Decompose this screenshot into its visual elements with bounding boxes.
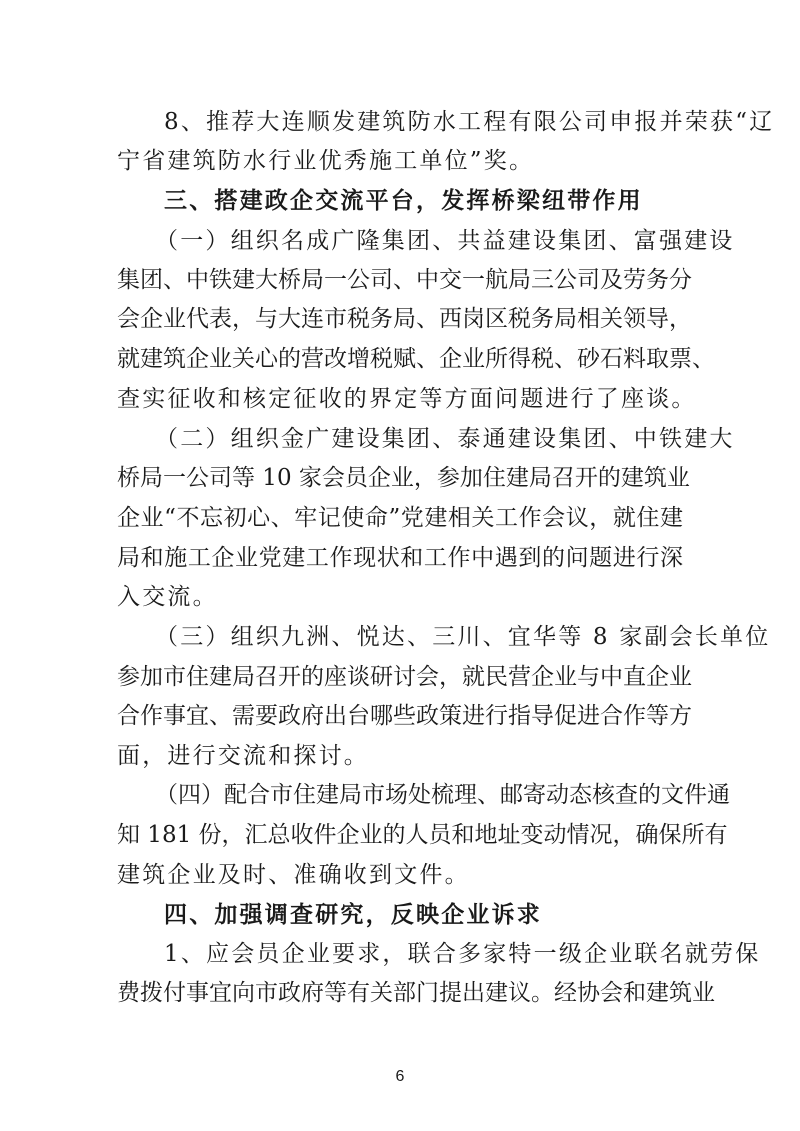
paragraph-3-1-line-2: 集团、中铁建大桥局一公司、中交一航局三公司及劳务分 (117, 267, 692, 293)
section-heading-3: 三、搭建政企交流平台，发挥桥梁纽带作用 (164, 187, 643, 214)
paragraph-4-1-line-2: 费拨付事宜向市政府等有关部门提出建议。经协会和建筑业 (117, 980, 715, 1006)
paragraph-3-1-line-3: 会企业代表，与大连市税务局、西岗区税务局相关领导， (117, 306, 692, 332)
paragraph-3-2-line-3: 企业“不忘初心、牢记使命”党建相关工作会议，就住建 (117, 505, 683, 531)
paragraph-3-3-line-1: （三）组织九洲、悦达、三川、宜华等 8 家副会长单位 (155, 624, 771, 650)
paragraph-3-2-line-4: 局和施工企业党建工作现状和工作中遇到的问题进行深 (117, 545, 683, 571)
page-number: 6 (395, 1068, 405, 1085)
paragraph-3-3-line-2: 参加市住建局召开的座谈研讨会，就民营企业与中直企业 (117, 664, 692, 690)
paragraph-3-3-line-3: 合作事宜、需要政府出台哪些政策进行指导促进合作等方 (117, 703, 692, 729)
paragraph-3-1-line-4: 就建筑企业关心的营改增税赋、企业所得税、砂石料取票、 (117, 346, 715, 372)
paragraph-3-4-line-2: 知 181 份，汇总收件企业的人员和地址变动情况，确保所有 (117, 822, 728, 848)
paragraph-3-1-line-5: 查实征收和核定征收的界定等方面问题进行了座谈。 (117, 386, 697, 412)
section-heading-4: 四、加强调查研究，反映企业诉求 (164, 901, 542, 928)
paragraph-8-line-1: 8、推荐大连顺发建筑防水工程有限公司申报并荣获“辽 (164, 109, 775, 135)
paragraph-3-2-line-5: 入交流。 (117, 584, 218, 610)
paragraph-3-1-line-1: （一）组织名成广隆集团、共益建设集团、富强建设 (155, 228, 735, 254)
paragraph-3-4-line-3: 建筑企业及时、准确收到文件。 (117, 862, 470, 888)
paragraph-4-1-line-1: 1、应会员企业要求，联合多家特一级企业联名就劳保 (164, 941, 761, 967)
paragraph-8-line-2: 宁省建筑防水行业优秀施工单位”奖。 (117, 148, 535, 174)
paragraph-3-2-line-2: 桥局一公司等 10 家会员企业，参加住建局召开的建筑业 (117, 465, 690, 491)
paragraph-3-3-line-4: 面，进行交流和探讨。 (117, 743, 369, 769)
paragraph-3-4-line-1: （四）配合市住建局市场处梳理、邮寄动态核查的文件通 (155, 782, 730, 808)
paragraph-3-2-line-1: （二）组织金广建设集团、泰通建设集团、中铁建大 (155, 426, 735, 452)
